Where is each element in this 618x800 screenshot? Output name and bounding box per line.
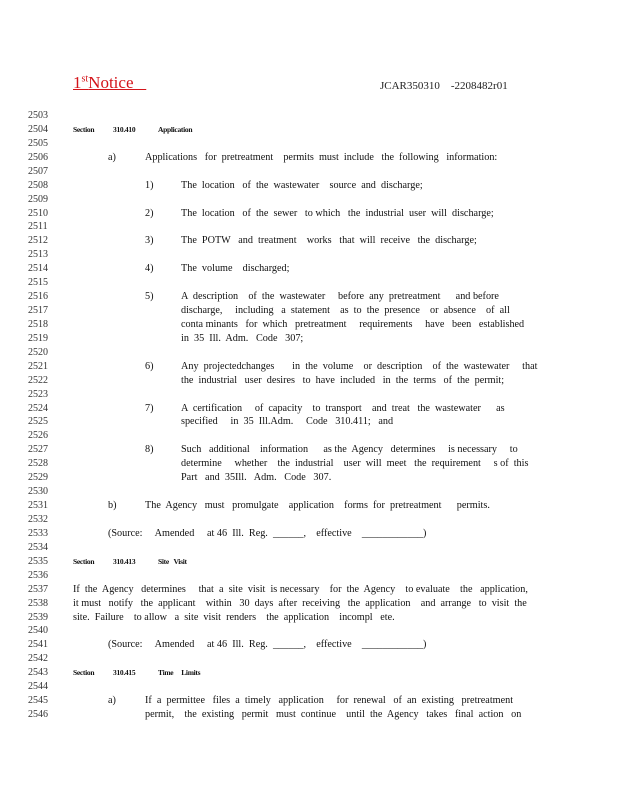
- item-text: determine whether the industrial user will meet the requirement s of this: [181, 458, 529, 469]
- subsection-text: Applications for pretreatment permits must include the following information:: [145, 152, 498, 163]
- line-number: 2522: [28, 375, 48, 386]
- section-number: 310.410: [113, 125, 136, 134]
- line-number: 2517: [28, 305, 48, 316]
- line-number: 2538: [28, 598, 48, 609]
- line-number: 2536: [28, 570, 48, 581]
- item-marker: 5): [145, 291, 154, 302]
- item-marker: 3): [145, 235, 154, 246]
- line-number: 2540: [28, 625, 48, 636]
- item-text: the industrial user desires to have included in the terms of the permit;: [181, 375, 505, 386]
- line-number: 2537: [28, 584, 48, 595]
- item-text: specified in 35 Ill.Adm. Code 310.411; and: [181, 416, 394, 427]
- item-text: A description of the wastewater before any pretreatment and before: [181, 291, 499, 302]
- item-text: Any projectedchanges in the volume or description of the wastewater that: [181, 361, 538, 372]
- line-number: 2535: [28, 556, 48, 567]
- subsection-marker: b): [108, 500, 117, 511]
- line-number: 2539: [28, 612, 48, 623]
- source-note: (Source: Amended at 46 Ill. Reg. ______, effective ____________): [108, 528, 427, 539]
- section-label: Section: [73, 668, 95, 677]
- subsection-text: permit, the existing permit must continue until the Agency takes final action on: [145, 709, 522, 720]
- line-number: 2524: [28, 403, 48, 414]
- line-number: 2534: [28, 542, 48, 553]
- subsection-marker: a): [108, 152, 116, 163]
- paragraph-line: it must notify the applicant within 30 days after receiving the application and arrange to visit the: [73, 598, 527, 609]
- line-number: 2533: [28, 528, 48, 539]
- paragraph-line: site. Failure to allow a site visit renders the application incompl ete.: [73, 612, 395, 623]
- section-number: 310.415: [113, 668, 136, 677]
- line-number: 2515: [28, 277, 48, 288]
- line-number: 2527: [28, 444, 48, 455]
- paragraph-line: If the Agency determines that a site visit is necessary for the Agency to evaluate the application,: [73, 584, 528, 595]
- line-number: 2516: [28, 291, 48, 302]
- document-id: JCAR350310 -2208482r01: [380, 80, 508, 92]
- line-number: 2506: [28, 152, 48, 163]
- subsection-marker: a): [108, 695, 116, 706]
- item-text: The location of the sewer to which the industrial user will discharge;: [181, 208, 494, 219]
- item-text: The POTW and treatment works that will receive the discharge;: [181, 235, 477, 246]
- line-number: 2512: [28, 235, 48, 246]
- line-number: 2543: [28, 667, 48, 678]
- section-label: Section: [73, 557, 95, 566]
- line-number: 2503: [28, 110, 48, 121]
- line-number: 2528: [28, 458, 48, 469]
- line-number: 2530: [28, 486, 48, 497]
- line-number: 2508: [28, 180, 48, 191]
- source-note: (Source: Amended at 46 Ill. Reg. ______, effective ____________): [108, 639, 427, 650]
- line-number: 2520: [28, 347, 48, 358]
- line-number: 2544: [28, 681, 48, 692]
- line-number: 2518: [28, 319, 48, 330]
- item-text: discharge, including a statement as to the presence or absence of all: [181, 305, 510, 316]
- section-title: Site Visit: [158, 557, 187, 566]
- line-number: 2532: [28, 514, 48, 525]
- item-text: in 35 Ill. Adm. Code 307;: [181, 333, 304, 344]
- item-text: Part and 35Ill. Adm. Code 307.: [181, 472, 332, 483]
- line-number: 2511: [28, 221, 48, 232]
- line-number: 2542: [28, 653, 48, 664]
- line-number: 2507: [28, 166, 48, 177]
- line-number: 2525: [28, 416, 48, 427]
- line-number: 2521: [28, 361, 48, 372]
- line-number: 2523: [28, 389, 48, 400]
- subsection-text: The Agency must promulgate application forms for pretreatment permits.: [145, 500, 490, 511]
- notice-suffix: st: [81, 73, 89, 85]
- line-number: 2513: [28, 249, 48, 260]
- line-number: 2510: [28, 208, 48, 219]
- item-text: A certification of capacity to transport and treat the wastewater as: [181, 403, 505, 414]
- line-number: 2509: [28, 194, 48, 205]
- line-number: 2514: [28, 263, 48, 274]
- item-text: Such additional information as the Agency determines is necessary to: [181, 444, 518, 455]
- line-number: 2546: [28, 709, 48, 720]
- line-number: 2545: [28, 695, 48, 706]
- item-marker: 8): [145, 444, 154, 455]
- item-text: conta minants for which pretreatment requirements have been established: [181, 319, 525, 330]
- section-title: Application: [158, 125, 193, 134]
- item-text: The volume discharged;: [181, 263, 290, 274]
- item-marker: 6): [145, 361, 154, 372]
- item-text: The location of the wastewater source and discharge;: [181, 180, 423, 191]
- item-marker: 1): [145, 180, 154, 191]
- section-title: Time Limits: [158, 668, 201, 677]
- item-marker: 4): [145, 263, 154, 274]
- item-marker: 7): [145, 403, 154, 414]
- section-number: 310.413: [113, 557, 136, 566]
- line-number: 2531: [28, 500, 48, 511]
- section-label: Section: [73, 125, 95, 134]
- notice-word: Notice: [88, 73, 134, 92]
- line-number: 2519: [28, 333, 48, 344]
- notice-title: [73, 73, 146, 93]
- line-number: 2541: [28, 639, 48, 650]
- line-number: 2526: [28, 430, 48, 441]
- subsection-text: If a permittee files a timely application for renewal of an existing pretreatment: [145, 695, 514, 706]
- notice-number: 1: [73, 73, 82, 92]
- line-number: 2505: [28, 138, 48, 149]
- line-number: 2504: [28, 124, 48, 135]
- line-number: 2529: [28, 472, 48, 483]
- item-marker: 2): [145, 208, 154, 219]
